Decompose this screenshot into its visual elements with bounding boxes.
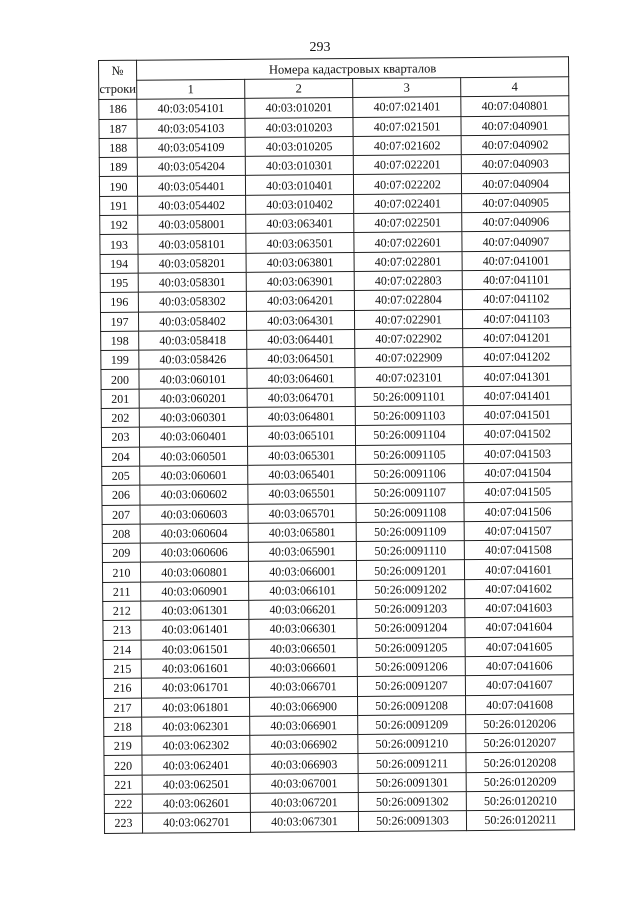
cadastral-number-cell: 40:03:066900 [250,696,358,716]
cadastral-number-cell: 40:07:021501 [353,116,461,136]
cadastral-number-cell: 40:03:010402 [246,194,354,214]
cadastral-number-cell: 50:26:0120209 [466,771,574,791]
cadastral-number-cell: 50:26:0091301 [358,772,466,792]
cadastral-number-cell: 40:03:060606 [140,542,248,562]
cadastral-number-cell: 40:07:040905 [462,193,570,213]
cadastral-number-cell: 40:03:066903 [250,754,358,774]
cadastral-number-cell: 40:03:066001 [248,561,356,581]
cadastral-group-header: Номера кадастровых кварталов [137,57,569,80]
row-number-cell: 214 [103,640,141,660]
row-number-cell: 213 [103,620,141,640]
cadastral-quarters-table [98,56,575,833]
cadastral-number-cell: 40:03:065901 [248,542,356,562]
row-number-cell: 194 [100,254,138,274]
cadastral-number-cell: 40:07:022202 [353,174,461,194]
row-number-cell: 193 [100,235,138,255]
cadastral-number-cell: 50:26:0091206 [357,657,465,677]
cadastral-number-cell: 50:26:0091210 [358,734,466,754]
row-number-cell: 210 [102,563,140,583]
cadastral-number-cell: 50:26:0120211 [466,810,574,830]
row-number-cell: 195 [100,273,138,293]
cadastral-number-cell: 40:03:062501 [142,774,250,794]
cadastral-number-cell: 50:26:0091211 [358,753,466,773]
cadastral-number-cell: 40:03:067301 [250,812,358,832]
row-number-cell: 211 [103,582,141,602]
cadastral-number-cell: 40:03:060604 [140,523,248,543]
cadastral-number-cell: 40:07:022803 [354,271,462,291]
cadastral-number-cell: 40:03:060201 [139,388,247,408]
row-number-cell: 190 [99,177,137,197]
row-number-cell: 206 [102,485,140,505]
cadastral-number-cell: 40:03:064401 [247,329,355,349]
cadastral-number-cell: 40:03:064301 [246,310,354,330]
cadastral-number-cell: 40:07:023101 [355,367,463,387]
cadastral-number-cell: 50:26:0091205 [357,637,465,657]
cadastral-number-cell: 40:07:022601 [354,232,462,252]
row-number-label: строки [99,81,137,97]
row-number-cell: 219 [104,736,142,756]
cadastral-number-cell: 40:07:041301 [463,366,571,386]
cadastral-number-cell: 40:07:041501 [463,405,571,425]
table-header [99,57,569,100]
row-number-cell: 203 [101,428,139,448]
cadastral-number-cell: 40:03:062701 [142,813,250,833]
cadastral-number-cell: 40:03:061401 [141,620,249,640]
cadastral-number-cell: 40:03:060301 [139,407,247,427]
cadastral-number-cell: 40:07:040904 [461,173,569,193]
cadastral-number-cell: 40:03:065701 [248,503,356,523]
cadastral-number-cell: 50:26:0091105 [356,444,464,464]
cadastral-number-cell: 40:03:065401 [248,464,356,484]
cadastral-number-cell: 40:03:058101 [138,234,246,254]
row-number-cell: 189 [99,157,137,177]
cadastral-number-cell: 50:26:0120206 [466,714,574,734]
cadastral-number-cell: 40:03:061801 [142,697,250,717]
row-number-cell: 215 [103,659,141,679]
cadastral-number-cell: 40:07:041102 [462,289,570,309]
cadastral-number-cell: 40:03:066201 [249,600,357,620]
cadastral-number-cell: 40:07:022804 [354,290,462,310]
cadastral-number-cell: 50:26:0091201 [356,560,464,580]
cadastral-number-cell: 40:07:021401 [353,97,461,117]
cadastral-number-cell: 40:03:061301 [141,600,249,620]
cadastral-number-cell: 40:07:041503 [464,443,572,463]
cadastral-number-cell: 40:03:058001 [138,214,246,234]
cadastral-number-cell: 40:03:058418 [139,330,247,350]
cadastral-number-cell: 40:03:060901 [141,581,249,601]
cadastral-number-cell: 40:07:041508 [464,540,572,560]
cadastral-number-cell: 40:03:054101 [137,99,245,119]
row-number-cell: 218 [104,717,142,737]
row-number-cell: 186 [99,99,137,119]
cadastral-number-cell: 40:03:058302 [138,292,246,312]
column-header-3: 3 [353,78,461,98]
cadastral-number-cell: 40:03:061601 [141,658,249,678]
table-row [104,810,574,833]
row-number-cell: 202 [101,408,139,428]
cadastral-number-cell: 50:26:0120207 [466,733,574,753]
cadastral-number-cell: 50:26:0091104 [355,425,463,445]
cadastral-number-cell: 40:03:054402 [138,195,246,215]
row-number-cell: 212 [103,601,141,621]
cadastral-number-cell: 40:07:041603 [465,598,573,618]
cadastral-number-cell: 40:07:022201 [353,155,461,175]
row-number-cell: 222 [104,794,142,814]
row-number-cell: 188 [99,138,137,158]
cadastral-number-cell: 40:03:067201 [250,792,358,812]
cadastral-number-cell: 40:03:063401 [246,214,354,234]
cadastral-number-cell: 40:07:040906 [462,212,570,232]
row-number-cell: 207 [102,505,140,525]
cadastral-number-cell: 40:03:064501 [247,349,355,369]
cadastral-number-cell: 40:03:062401 [142,755,250,775]
cadastral-number-cell: 40:03:062301 [142,716,250,736]
cadastral-number-cell: 50:26:0091204 [357,618,465,638]
cadastral-number-cell: 50:26:0091209 [358,714,466,734]
cadastral-number-cell: 40:03:054109 [137,137,245,157]
cadastral-number-cell: 40:03:062302 [142,735,250,755]
row-number-symbol: № [111,63,124,79]
cadastral-number-cell: 50:26:0091207 [357,676,465,696]
cadastral-number-cell: 40:07:041601 [464,559,572,579]
cadastral-number-cell: 40:07:040901 [461,115,569,135]
cadastral-number-cell: 40:03:058426 [139,349,247,369]
cadastral-number-cell: 40:07:041001 [462,250,570,270]
cadastral-number-cell: 40:07:021602 [353,136,461,156]
cadastral-number-cell: 40:03:061501 [141,639,249,659]
cadastral-number-cell: 50:26:0091109 [356,521,464,541]
row-number-header [99,60,137,100]
cadastral-number-cell: 40:07:041604 [465,617,573,637]
cadastral-number-cell: 40:03:061701 [141,678,249,698]
cadastral-number-cell: 40:07:041608 [465,694,573,714]
cadastral-number-cell: 40:07:040903 [461,154,569,174]
cadastral-number-cell: 40:03:067001 [250,773,358,793]
cadastral-number-cell: 40:03:063801 [246,252,354,272]
row-number-cell: 192 [100,215,138,235]
cadastral-number-cell: 40:03:066101 [249,580,357,600]
row-number-cell: 223 [104,813,142,833]
cadastral-number-cell: 40:07:041607 [465,675,573,695]
cadastral-number-cell: 40:07:022501 [354,213,462,233]
cadastral-number-cell: 40:07:041505 [464,482,572,502]
cadastral-number-cell: 40:03:066601 [249,657,357,677]
cadastral-number-cell: 50:26:0091108 [356,502,464,522]
cadastral-number-cell: 40:07:041507 [464,521,572,541]
column-header-2: 2 [245,79,353,99]
cadastral-number-cell: 40:03:066301 [249,619,357,639]
cadastral-number-cell: 50:26:0091202 [357,579,465,599]
cadastral-number-cell: 40:03:054204 [137,157,245,177]
cadastral-number-cell: 50:26:0091208 [358,695,466,715]
table-body [99,96,575,833]
row-number-cell: 216 [103,678,141,698]
cadastral-number-cell: 40:07:022401 [354,193,462,213]
cadastral-number-cell: 40:03:062601 [142,793,250,813]
cadastral-number-cell: 40:03:010201 [245,98,353,118]
cadastral-number-cell: 40:07:022801 [354,251,462,271]
cadastral-number-cell: 40:07:041202 [463,347,571,367]
column-header-1: 1 [137,79,245,99]
cadastral-number-cell: 40:03:060603 [140,504,248,524]
row-number-cell: 200 [101,370,139,390]
column-header-4: 4 [461,77,569,97]
cadastral-number-cell: 40:07:041506 [464,501,572,521]
row-number-cell: 205 [102,466,140,486]
cadastral-number-cell: 40:03:060101 [139,369,247,389]
cadastral-number-cell: 40:03:064201 [246,291,354,311]
cadastral-number-cell: 50:26:0120208 [466,752,574,772]
row-number-cell: 209 [102,543,140,563]
cadastral-number-cell: 40:07:041201 [463,328,571,348]
cadastral-number-cell: 40:03:065501 [248,484,356,504]
row-number-cell: 208 [102,524,140,544]
cadastral-number-cell: 40:03:010401 [245,175,353,195]
cadastral-number-cell: 40:03:066701 [249,677,357,697]
cadastral-number-cell: 40:03:060601 [140,465,248,485]
cadastral-number-cell: 50:26:0091106 [356,464,464,484]
cadastral-number-cell: 40:07:041101 [462,270,570,290]
cadastral-number-cell: 40:03:064701 [247,387,355,407]
row-number-cell: 201 [101,389,139,409]
row-number-cell: 197 [100,312,138,332]
row-number-cell: 221 [104,775,142,795]
row-number-cell: 196 [100,292,138,312]
cadastral-number-cell: 50:26:0091103 [355,406,463,426]
cadastral-number-cell: 40:03:065101 [247,426,355,446]
cadastral-number-cell: 40:03:060801 [140,562,248,582]
cadastral-number-cell: 40:07:022902 [355,329,463,349]
cadastral-number-cell: 40:03:058201 [138,253,246,273]
cadastral-number-cell: 50:26:0091110 [356,541,464,561]
row-number-cell: 217 [104,698,142,718]
cadastral-number-cell: 40:03:065301 [248,445,356,465]
cadastral-number-cell: 40:07:041602 [465,579,573,599]
row-number-cell: 187 [99,119,137,139]
cadastral-number-cell: 40:03:064601 [247,368,355,388]
cadastral-number-cell: 40:03:063901 [246,271,354,291]
cadastral-number-cell: 40:07:022901 [354,309,462,329]
cadastral-number-cell: 40:03:065801 [248,522,356,542]
cadastral-number-cell: 40:03:058301 [138,272,246,292]
cadastral-number-cell: 40:03:066901 [250,715,358,735]
cadastral-number-cell: 40:03:064801 [247,407,355,427]
cadastral-number-cell: 40:03:054401 [137,176,245,196]
cadastral-number-cell: 40:07:041401 [463,386,571,406]
cadastral-number-cell: 40:07:040907 [462,231,570,251]
page-number: 293 [309,40,331,55]
cadastral-number-cell: 50:26:0091203 [357,599,465,619]
row-number-cell: 204 [102,447,140,467]
cadastral-number-cell: 40:07:040902 [461,135,569,155]
cadastral-number-cell: 50:26:0120210 [466,791,574,811]
cadastral-number-cell: 50:26:0091303 [358,811,466,831]
row-number-cell: 191 [100,196,138,216]
cadastral-number-cell: 40:03:066902 [250,735,358,755]
cadastral-number-cell: 50:26:0091302 [358,792,466,812]
row-number-cell: 198 [101,331,139,351]
cadastral-number-cell: 40:07:022909 [355,348,463,368]
row-number-cell: 199 [101,350,139,370]
cadastral-number-cell: 40:03:010301 [245,156,353,176]
cadastral-number-cell: 40:03:058402 [138,311,246,331]
cadastral-number-cell: 40:03:060602 [140,485,248,505]
cadastral-number-cell: 40:07:040801 [461,96,569,116]
cadastral-number-cell: 40:03:066501 [249,638,357,658]
cadastral-number-cell: 40:03:054103 [137,118,245,138]
row-number-cell: 220 [104,756,142,776]
cadastral-number-cell: 40:07:041504 [464,463,572,483]
cadastral-number-cell: 40:07:041103 [462,308,570,328]
cadastral-number-cell: 40:03:060501 [140,446,248,466]
cadastral-number-cell: 40:03:010205 [245,136,353,156]
cadastral-number-cell: 50:26:0091107 [356,483,464,503]
cadastral-number-cell: 50:26:0091101 [355,386,463,406]
cadastral-number-cell: 40:07:041605 [465,636,573,656]
cadastral-number-cell: 40:07:041606 [465,656,573,676]
cadastral-number-cell: 40:07:041502 [463,424,571,444]
cadastral-number-cell: 40:03:060401 [139,427,247,447]
cadastral-number-cell: 40:03:010203 [245,117,353,137]
cadastral-number-cell: 40:03:063501 [246,233,354,253]
